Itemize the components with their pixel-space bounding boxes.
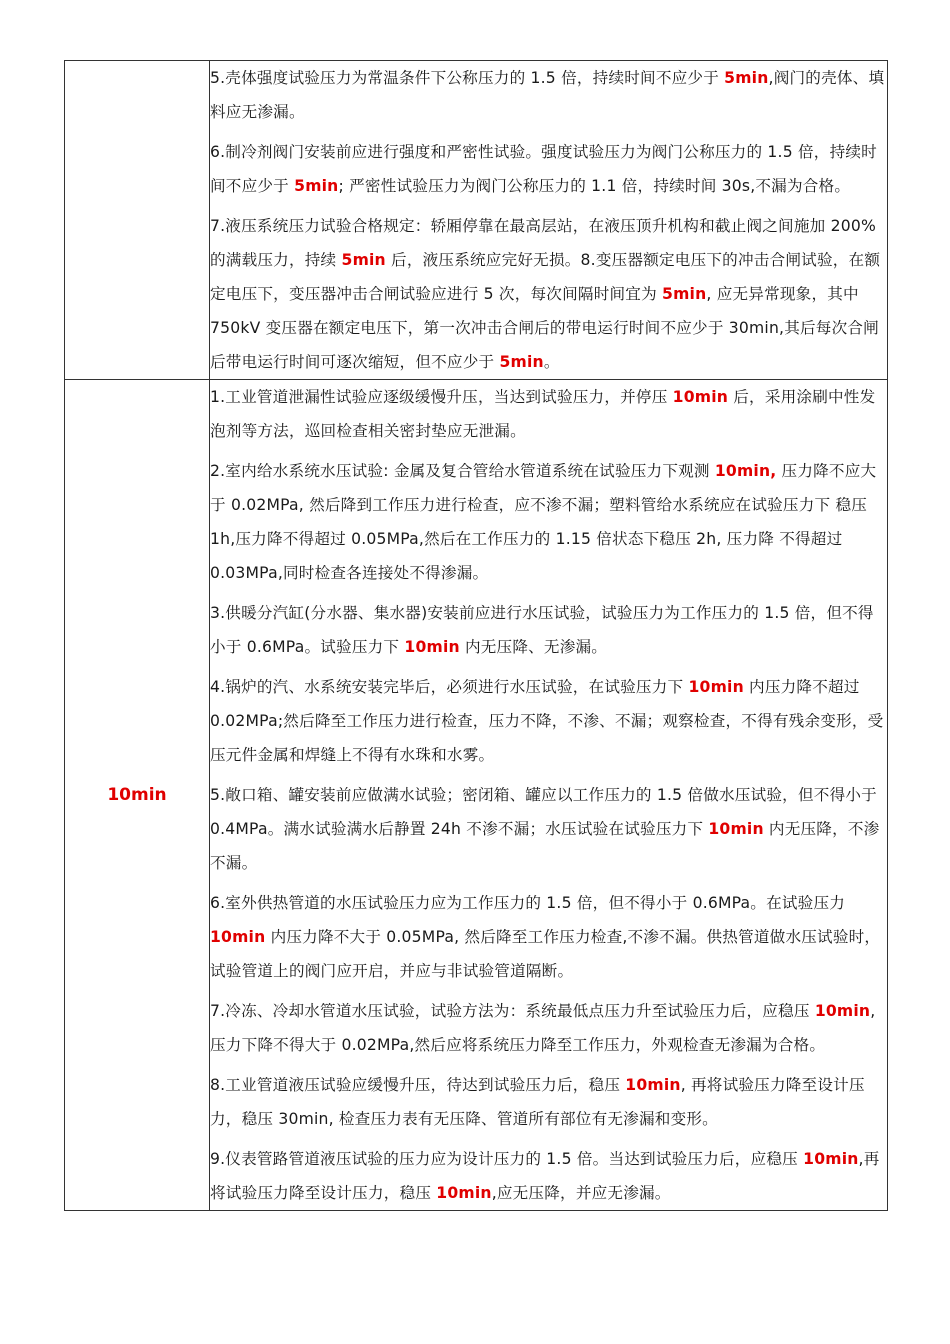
duration-highlight: 10min xyxy=(625,1076,681,1094)
table-row xyxy=(65,380,888,1211)
duration-highlight: 10min xyxy=(210,928,266,946)
duration-highlight: 10min xyxy=(436,1184,492,1202)
requirement-item xyxy=(210,61,887,129)
requirement-item xyxy=(210,454,887,590)
requirement-text: ,应无压降，并应无渗漏。 xyxy=(491,1184,671,1202)
requirement-text: 8.工业管道液压试验应缓慢升压，待达到试验压力后，稳压 xyxy=(210,1076,626,1094)
requirement-text: 7.冷冻、冷却水管道水压试验，试验方法为：系统最低点压力升至试验压力后，应稳压 xyxy=(210,1002,815,1020)
duration-highlight: 10min xyxy=(803,1150,859,1168)
spec-table xyxy=(64,60,888,1211)
requirements-cell xyxy=(210,61,888,380)
duration-highlight: 5min xyxy=(341,251,386,269)
requirement-text: ,阀门的壳体、填料应无渗漏。 xyxy=(210,69,885,121)
table-row xyxy=(65,61,888,380)
requirement-text: 1.工业管道泄漏性试验应逐级缓慢升压，当达到试验压力，并停压 xyxy=(210,388,673,406)
requirement-text: 5.敞口箱、罐安装前应做满水试验；密闭箱、罐应以工作压力的 1.5 倍做水压试验，但不得小于 0.4MPa。满水试验满水后静置 24h 不渗不漏；水压试验在试验压力下 xyxy=(210,786,877,838)
requirement-text: ; 严密性试验压力为阀门公称压力的 1.1 倍，持续时间 30s,不漏为合格。 xyxy=(338,177,851,195)
requirement-text: 内无压降、无渗漏。 xyxy=(459,638,608,656)
requirement-text: , 压力下降不得大于 0.02MPa,然后应将系统压力降至工作压力，外观检查无渗漏为合格。 xyxy=(210,1002,876,1054)
requirement-text: , 再将试验压力降至设计压力，稳压 30min, 检查压力表有无压降、管道所有部位有无渗漏和变形。 xyxy=(210,1076,865,1128)
requirement-item xyxy=(210,778,887,880)
requirement-item xyxy=(210,670,887,772)
requirement-text: 7.液压系统压力试验合格规定：轿厢停靠在最高层站，在液压顶升机构和截止阀之间施加 200%的满载压力，持续 xyxy=(210,217,876,269)
duration-highlight: 10min xyxy=(708,820,764,838)
duration-highlight: 10min xyxy=(688,678,744,696)
requirement-text: ,再将试验压力降至设计压力，稳压 xyxy=(210,1150,880,1202)
requirement-text: 。 xyxy=(543,353,560,371)
requirement-text: 内压力降不超过 0.02MPa;然后降至工作压力进行检查，压力不降，不渗、不漏；观察检查，不得有残余变形，受压元件金属和焊缝上不得有水珠和水雾。 xyxy=(210,678,884,764)
requirement-text: 4.锅炉的汽、水系统安装完毕后，必须进行水压试验，在试验压力下 xyxy=(210,678,689,696)
requirement-item xyxy=(210,596,887,664)
duration-highlight: 10min xyxy=(672,388,729,406)
requirements-cell xyxy=(210,380,888,1211)
requirement-item xyxy=(210,994,887,1062)
duration-highlight: 5min xyxy=(294,177,339,195)
requirement-item xyxy=(210,1142,887,1210)
duration-label: 10min xyxy=(107,785,167,805)
duration-highlight: 5min xyxy=(724,69,769,87)
requirement-text: 3.供暖分汽缸(分水器、集水器)安装前应进行水压试验，试验压力为工作压力的 1.5 倍，但不得小于 0.6MPa。试验压力下 xyxy=(210,604,874,656)
requirement-text: 后，采用涂刷中性发泡剂等方法，巡回检查相关密封垫应无泄漏。 xyxy=(210,388,876,440)
requirement-item xyxy=(210,886,887,988)
requirement-item xyxy=(210,1068,887,1136)
duration-label-cell xyxy=(65,380,210,1211)
spec-table-body xyxy=(65,61,888,1211)
requirement-text: 内无压降，不渗不漏。 xyxy=(210,820,880,872)
requirement-text: 6.制冷剂阀门安装前应进行强度和严密性试验。强度试验压力为阀门公称压力的 1.5 倍，持续时间不应少于 xyxy=(210,143,877,195)
requirement-text: 9.仪表管路管道液压试验的压力应为设计压力的 1.5 倍。当达到试验压力后，应稳压 xyxy=(210,1150,804,1168)
requirement-text: 2.室内给水系统水压试验: 金属及复合管给水管道系统在试验压力下观测 xyxy=(210,462,715,480)
requirement-text: 内压力降不大于 0.05MPa, 然后降至工作压力检查,不渗不漏。供热管道做水压试验时，试验管道上的阀门应开启，并应与非试验管道隔断。 xyxy=(210,928,881,980)
duration-highlight: 5min xyxy=(662,285,707,303)
requirement-item xyxy=(210,380,887,448)
requirement-item xyxy=(210,135,887,203)
duration-highlight: 5min xyxy=(499,353,544,371)
requirement-text: 后，液压系统应完好无损。8.变压器额定电压下的冲击合闸试验，在额定电压下，变压器冲击合闸试验应进行 5 次，每次间隔时间宜为 xyxy=(210,251,881,303)
duration-highlight: 10min xyxy=(814,1002,871,1020)
requirement-text: 5.壳体强度试验压力为常温条件下公称压力的 1.5 倍，持续时间不应少于 xyxy=(210,69,725,87)
duration-label-cell xyxy=(65,61,210,380)
duration-highlight: 10min xyxy=(404,638,460,656)
requirement-item xyxy=(210,209,887,379)
requirement-text: , 应无异常现象，其中 750kV 变压器在额定电压下，第一次冲击合闸后的带电运行时间不应少于 30min,其后每次合闸后带电运行时间可逐次缩短，但不应少于 xyxy=(210,285,879,371)
requirement-text: 6.室外供热管道的水压试验压力应为工作压力的 1.5 倍，但不得小于 0.6MPa。在试验压力 xyxy=(210,894,846,912)
duration-highlight: 10min, xyxy=(714,462,777,480)
requirement-text: 压力降不应大于 0.02MPa, 然后降到工作压力进行检查，应不渗不漏；塑料管给水系统应在试验压力下 稳压 1h,压力降不得超过 0.05MPa,然后在工作压力的 1.15 倍状态下稳压 2h, 压力降 不得超过 0.03MPa,同时检查各连接处不得渗漏。 xyxy=(210,462,877,582)
